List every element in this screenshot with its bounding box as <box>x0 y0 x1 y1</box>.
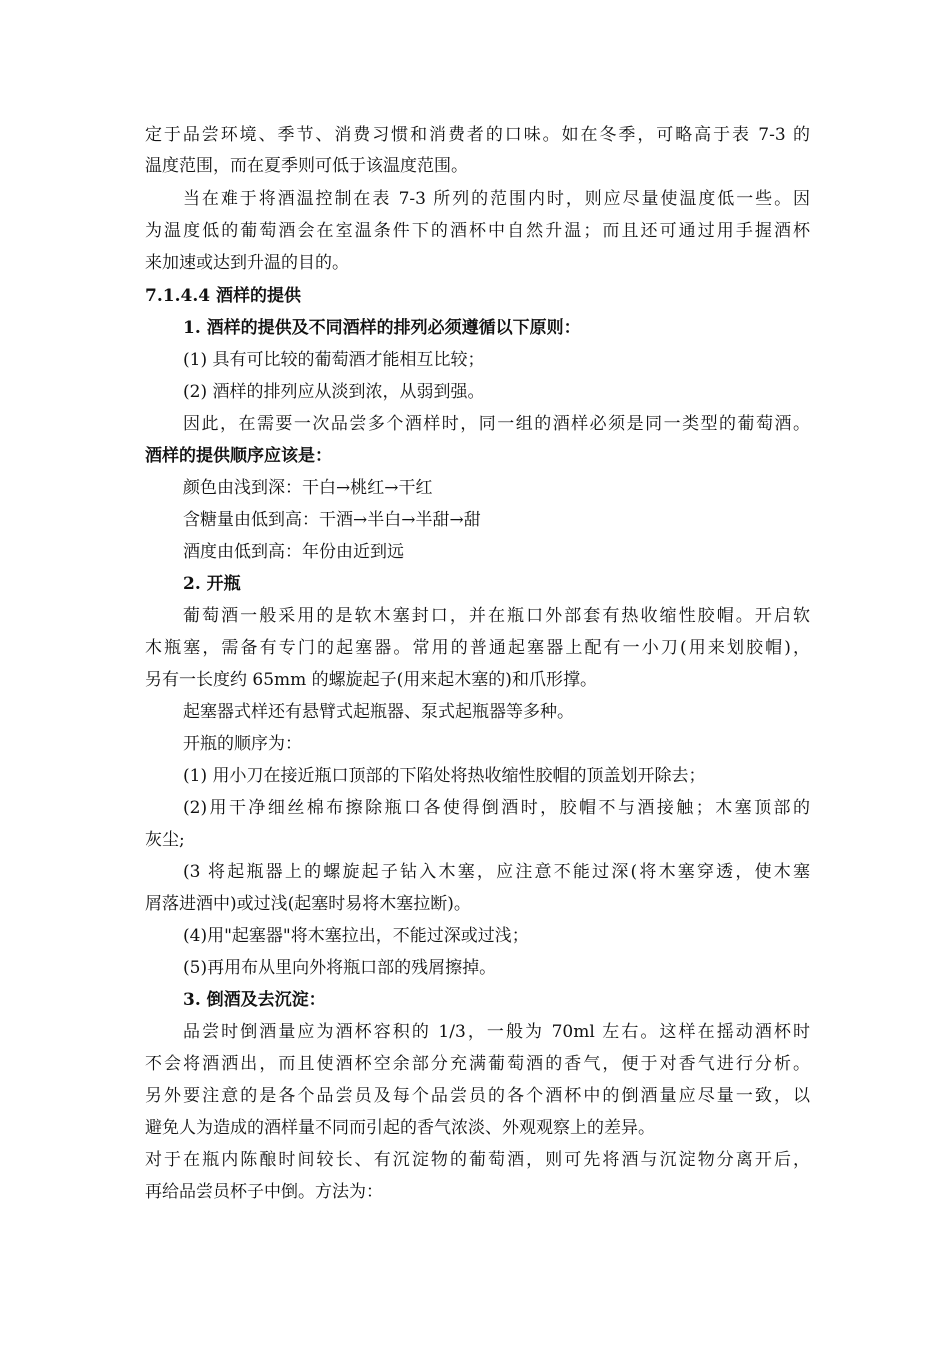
paragraph-line: 因此，在需要一次品尝多个酒样时，同一组的酒样必须是同一类型的葡萄酒。 <box>183 414 810 434</box>
step-item-continued: 屑落进酒中)或过浅(起塞时易将木塞拉断)。 <box>145 894 471 914</box>
paragraph-line: 葡萄酒一般采用的是软木塞封口，并在瓶口外部套有热收缩性胶帽。开启软 <box>183 606 810 626</box>
paragraph-line: 避免人为造成的酒样量不同而引起的香气浓淡、外观观察上的差异。 <box>145 1118 655 1138</box>
subheading-pour: 3. 倒酒及去沉淀： <box>183 990 326 1010</box>
paragraph-line: 酒样的提供顺序应该是： <box>145 446 332 466</box>
step-item-continued: 灰尘; <box>145 830 185 850</box>
paragraph-line: 木瓶塞，需备有专门的起塞器。常用的普通起塞器上配有一小刀(用来划胶帽)， <box>145 638 810 658</box>
step-item: (2)用干净细丝棉布擦除瓶口各使得倒酒时，胶帽不与酒接触；木塞顶部的 <box>183 798 810 818</box>
subheading-open-bottle: 2. 开瓶 <box>183 574 241 594</box>
paragraph-line: 不会将酒洒出，而且使酒杯空余部分充满葡萄酒的香气，便于对香气进行分析。 <box>145 1054 810 1074</box>
order-item: 酒度由低到高：年份由近到远 <box>183 542 404 562</box>
paragraph-line: 定于品尝环境、季节、消费习惯和消费者的口味。如在冬季，可略高于表 7-3 的 <box>145 125 810 145</box>
section-heading: 7.1.4.4 酒样的提供 <box>145 286 301 306</box>
paragraph-line: 另外要注意的是各个品尝员及每个品尝员的各个酒杯中的倒酒量应尽量一致，以 <box>145 1086 810 1106</box>
paragraph-line: 当在难于将酒温控制在表 7-3 所列的范围内时，则应尽量使温度低一些。因 <box>183 189 810 209</box>
paragraph-line: 为温度低的葡萄酒会在室温条件下的酒杯中自然升温；而且还可通过用手握酒杯 <box>145 221 810 241</box>
step-item: (3 将起瓶器上的螺旋起子钻入木塞，应注意不能过深(将木塞穿透，使木塞 <box>183 862 810 882</box>
paragraph-line: 起塞器式样还有悬臂式起瓶器、泵式起瓶器等多种。 <box>183 702 574 722</box>
paragraph-line: 对于在瓶内陈酿时间较长、有沉淀物的葡萄酒，则可先将酒与沉淀物分离开后， <box>145 1150 810 1170</box>
paragraph-line: 温度范围，而在夏季则可低于该温度范围。 <box>145 156 468 176</box>
subheading-principles: 1. 酒样的提供及不同酒样的排列必须遵循以下原则： <box>183 318 581 338</box>
paragraph-line: 再给品尝员杯子中倒。方法为： <box>145 1182 383 1202</box>
paragraph-line: 另有一长度约 65mm 的螺旋起子(用来起木塞的)和爪形撑。 <box>145 670 597 690</box>
paragraph-line: 品尝时倒酒量应为酒杯容积的 1/3，一般为 70ml 左右。这样在摇动酒杯时 <box>183 1022 810 1042</box>
paragraph-line: 来加速或达到升温的目的。 <box>145 253 349 273</box>
paragraph-line: 开瓶的顺序为： <box>183 734 302 754</box>
step-item: (5)再用布从里向外将瓶口部的残屑擦掉。 <box>183 958 497 978</box>
step-item: (1) 用小刀在接近瓶口顶部的下陷处将热收缩性胶帽的顶盖划开除去； <box>183 766 706 786</box>
rule-item: (1) 具有可比较的葡萄酒才能相互比较； <box>183 350 485 370</box>
order-item: 颜色由浅到深：干白→桃红→干红 <box>183 478 433 498</box>
step-item: (4)用"起塞器"将木塞拉出，不能过深或过浅； <box>183 926 529 946</box>
order-item: 含糖量由低到高：干酒→半白→半甜→甜 <box>183 510 481 530</box>
rule-item: (2) 酒样的排列应从淡到浓，从弱到强。 <box>183 382 485 402</box>
